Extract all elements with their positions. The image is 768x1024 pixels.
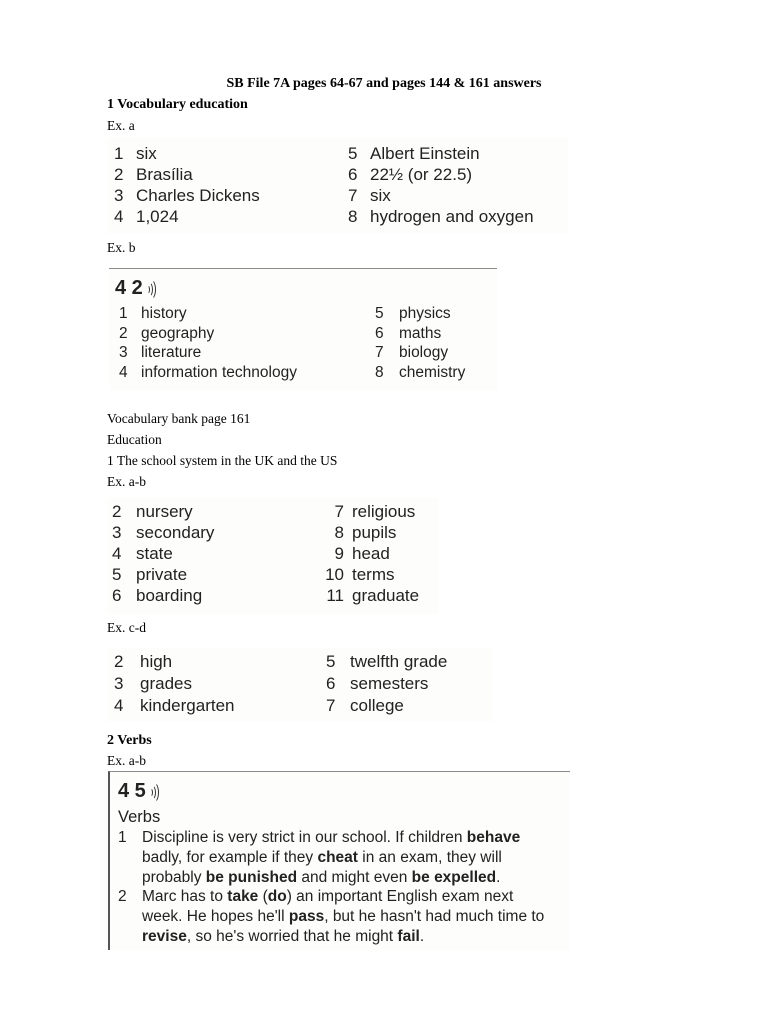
audio-icon [148,783,160,801]
ex-b-label: Ex. b [107,240,136,255]
verbs-paragraph-1: 1 Discipline is very strict in our school. If children behave badly, for example if they cheat in an exam, they will probably be punished and might even be expelled. [118,829,521,886]
verbs-paragraph-2: 2 Marc has to take (do) an important English exam next week. He hopes he'll pass, but he hasn't had much time to revise, so he's worried that he might fail. [118,888,545,945]
list-item: 3 literature [119,344,202,361]
box-title: Verbs [118,808,161,826]
list-item: 1 history [119,305,187,322]
ex-a-label: Ex. a [107,118,135,133]
list-item: 2 nursery [112,502,193,521]
list-item: 6 maths [375,325,442,342]
section-2-heading: 2 Verbs [107,733,152,748]
list-item: 11 graduate [326,586,420,605]
list-item: 8 hydrogen and oxygen [348,207,534,226]
verbs-ex-ab-label: Ex. a-b [107,753,146,768]
list-item: 1 six [114,144,157,163]
list-item: 10 terms [325,565,395,584]
page-title: SB File 7A pages 64-67 and pages 144 & 161 answers [226,76,542,91]
ex-a-answers [108,138,568,234]
list-item: 8 chemistry [375,364,466,381]
list-item: 2 high [114,652,173,671]
list-item: 7 six [348,186,391,205]
list-item: 2 geography [119,325,215,342]
vocab-bank-heading: Vocabulary bank page 161 [107,411,251,426]
audio-icon [145,280,157,298]
vocab-bank-topic: Education [107,432,162,447]
list-item: 8 pupils [334,523,397,542]
list-item: 2 Brasília [114,165,193,184]
list-item: 7 college [326,696,404,715]
list-item: 3 grades [114,674,192,693]
list-item: 3 Charles Dickens [114,186,260,205]
vocab-ex-ab-answers [108,498,438,614]
list-item: 6 semesters [326,674,429,693]
list-item: 5 twelfth grade [326,652,448,671]
list-item: 4 1,024 [114,207,179,226]
list-item: 6 boarding [112,586,203,605]
list-item: 4 state [112,544,173,563]
section-1-heading: 1 Vocabulary education [107,97,248,112]
list-item: 7 biology [375,344,449,361]
vocab-ex-cd-answers [108,648,492,722]
vocab-ex-ab-label: Ex. a-b [107,474,146,489]
list-item: 9 head [334,544,390,563]
list-item: 3 secondary [112,523,215,542]
list-item: 7 religious [334,502,416,521]
list-item: 4 information technology [119,364,297,381]
audio-track-badge: 4 5 [118,780,160,803]
ex-b-answers [109,268,497,391]
list-item: 5 private [112,565,188,584]
list-item: 4 kindergarten [114,696,235,715]
vocab-bank-subheading: 1 The school system in the UK and the US [107,453,338,468]
verbs-ex-ab-answers [108,771,570,950]
list-item: 5 physics [375,305,451,322]
audio-track-badge: 4 2 [115,277,157,300]
vocab-ex-cd-label: Ex. c-d [107,620,146,635]
list-item: 6 22½ (or 22.5) [348,165,473,184]
list-item: 5 Albert Einstein [348,144,480,163]
